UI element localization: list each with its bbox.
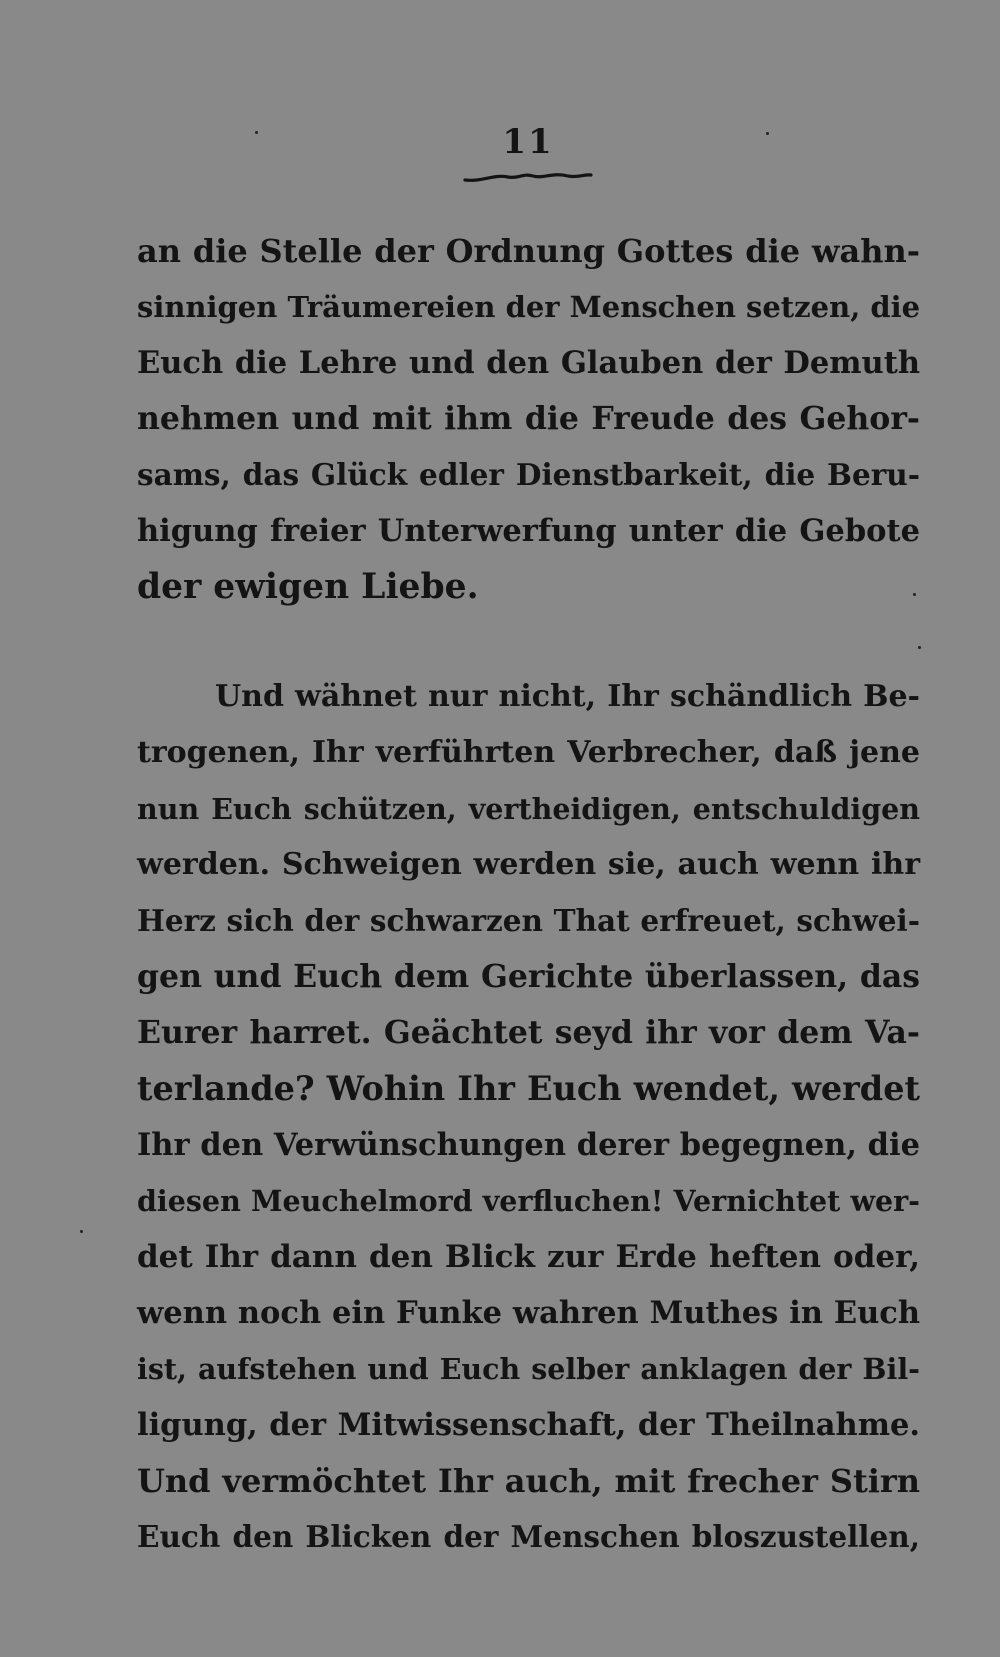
text-line: Und vermöchtet Ihr auch, mit frecher Stirn <box>137 1462 920 1500</box>
print-speck <box>255 131 258 134</box>
text-line: der ewigen Liebe. <box>137 567 479 607</box>
print-speck <box>913 593 916 596</box>
text-line: det Ihr dann den Blick zur Erde heften oder, <box>137 1239 920 1275</box>
text-line: gen und Euch dem Gerichte überlassen, das <box>137 958 920 995</box>
text-line: Euch die Lehre und den Glauben der Demuth <box>137 345 920 381</box>
text-line: terlande? Wohin Ihr Euch wendet, werdet <box>137 1069 920 1108</box>
print-speck <box>80 1230 83 1233</box>
page-number: 11 <box>502 122 554 162</box>
text-line: werden. Schweigen werden sie, auch wenn ihr <box>137 847 920 882</box>
text-line: diesen Meuchelmord verfluchen! Vernichtet wer- <box>137 1184 920 1218</box>
paragraph-2 <box>137 669 920 1565</box>
print-speck <box>766 132 769 135</box>
text-line: Ihr den Verwünschungen derer begegnen, die <box>137 1127 920 1163</box>
text-line: higung freier Unterwerfung unter die Gebote <box>137 513 920 549</box>
text-line: an die Stelle der Ordnung Gottes die wahn- <box>137 232 920 270</box>
decorative-rule-ornament <box>463 168 593 186</box>
text-line: ist, aufstehen und Euch selber anklagen der Bil- <box>137 1352 920 1386</box>
text-line: wenn noch ein Funke wahren Muthes in Euch <box>137 1295 920 1331</box>
text-line: Herz sich der schwarzen That erfreuet, schwei- <box>137 903 920 938</box>
text-line: Und wähnet nur nicht, Ihr schändlich Be- <box>215 679 920 714</box>
text-line: ligung, der Mitwissenschaft, der Theilnahme. <box>137 1407 920 1443</box>
paragraph-1 <box>137 223 920 615</box>
text-line: sinnigen Träumereien der Menschen setzen, die <box>137 290 921 324</box>
text-line: nun Euch schützen, vertheidigen, entschuldigen <box>137 792 920 826</box>
text-line: Euch den Blicken der Menschen bloszustellen, <box>137 1519 920 1554</box>
text-line: sams, das Glück edler Dienstbarkeit, die Beru- <box>137 457 920 492</box>
text-line: trogenen, Ihr verführten Verbrecher, daß jene <box>137 735 920 770</box>
print-speck <box>918 646 921 649</box>
text-line: nehmen und mit ihm die Freude des Gehor- <box>137 400 920 437</box>
text-line: Eurer harret. Geächtet seyd ihr vor dem Va- <box>137 1014 920 1051</box>
